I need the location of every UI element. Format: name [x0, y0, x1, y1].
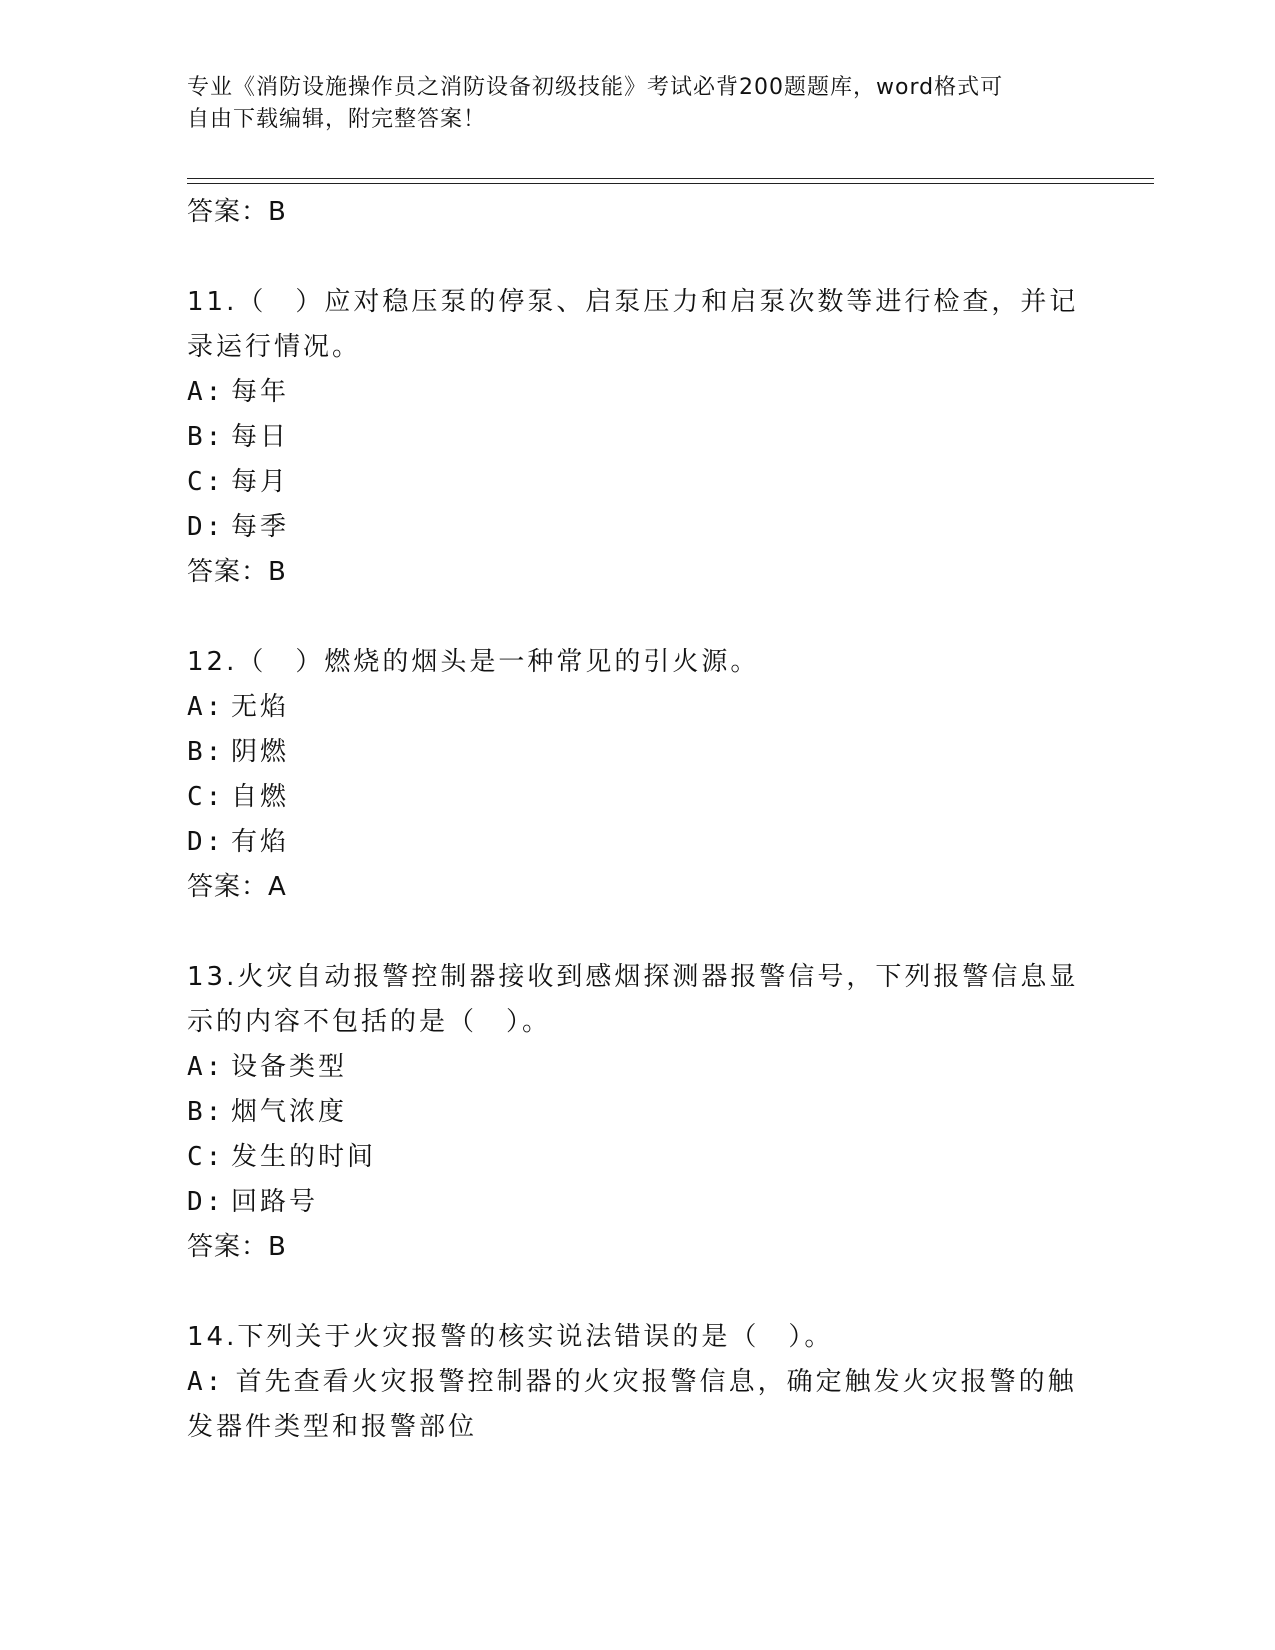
option-text: 回路号 — [231, 1187, 319, 1217]
option-text: 自燃 — [231, 782, 290, 812]
option-key: B: — [187, 737, 225, 767]
option-key: A: — [187, 692, 225, 722]
answer-line: 答案：A — [187, 872, 287, 902]
option-text: 每季 — [231, 512, 290, 542]
question-list — [187, 190, 1087, 1450]
option-text: 有焰 — [231, 827, 290, 857]
question-stem: 12.（ ）燃烧的烟头是一种常见的引火源。 — [187, 647, 760, 677]
option-text: 每月 — [231, 467, 290, 497]
option-key: A: — [187, 377, 225, 407]
header-divider-bottom — [187, 183, 1154, 184]
question-item — [187, 640, 1087, 909]
option-text: 发生的时间 — [231, 1142, 377, 1172]
option-key: B: — [187, 422, 225, 452]
option-b — [187, 415, 1087, 460]
option-key: B: — [187, 1097, 225, 1127]
question-stem: 13.火灾自动报警控制器接收到感烟探测器报警信号，下列报警信息显示的内容不包括的是（ ）。 — [187, 962, 1079, 1037]
option-text: 设备类型 — [231, 1052, 348, 1082]
option-b — [187, 730, 1087, 775]
option-a — [187, 1360, 1087, 1450]
option-c — [187, 460, 1087, 505]
option-key: D: — [187, 512, 225, 542]
option-text: 每年 — [231, 377, 290, 407]
question-stem: 11.（ ）应对稳压泵的停泵、启泵压力和启泵次数等进行检查，并记录运行情况。 — [187, 287, 1079, 362]
document-header — [187, 72, 1067, 136]
option-a — [187, 1045, 1087, 1090]
answer-line: 答案：B — [187, 197, 287, 227]
option-c — [187, 1135, 1087, 1180]
option-text: 阴燃 — [231, 737, 290, 767]
option-b — [187, 1090, 1087, 1135]
option-key: A: — [187, 1052, 225, 1082]
option-text: 首先查看火灾报警控制器的火灾报警信息，确定触发火灾报警的触发器件类型和报警部位 — [187, 1367, 1077, 1442]
option-text: 烟气浓度 — [231, 1097, 348, 1127]
question-item — [187, 280, 1087, 594]
option-key: C: — [187, 782, 225, 812]
option-d — [187, 505, 1087, 550]
question-stem: 14.下列关于火灾报警的核实说法错误的是（ ）。 — [187, 1322, 834, 1352]
option-key: D: — [187, 827, 225, 857]
option-a — [187, 685, 1087, 730]
option-key: C: — [187, 467, 225, 497]
question-item — [187, 955, 1087, 1269]
question-item — [187, 1315, 1087, 1450]
option-text: 无焰 — [231, 692, 290, 722]
option-key: C: — [187, 1142, 225, 1172]
option-key: A: — [187, 1367, 225, 1397]
answer-line: 答案：B — [187, 1232, 287, 1262]
header-line-2: 自由下载编辑，附完整答案！ — [187, 107, 487, 132]
answer-line: 答案：B — [187, 557, 287, 587]
option-a — [187, 370, 1087, 415]
option-text: 每日 — [231, 422, 290, 452]
option-d — [187, 820, 1087, 865]
option-d — [187, 1180, 1087, 1225]
header-divider-top — [187, 178, 1154, 179]
option-key: D: — [187, 1187, 225, 1217]
header-line-1: 专业《消防设施操作员之消防设备初级技能》考试必背200题题库，word格式可 — [187, 75, 1004, 100]
option-c — [187, 775, 1087, 820]
